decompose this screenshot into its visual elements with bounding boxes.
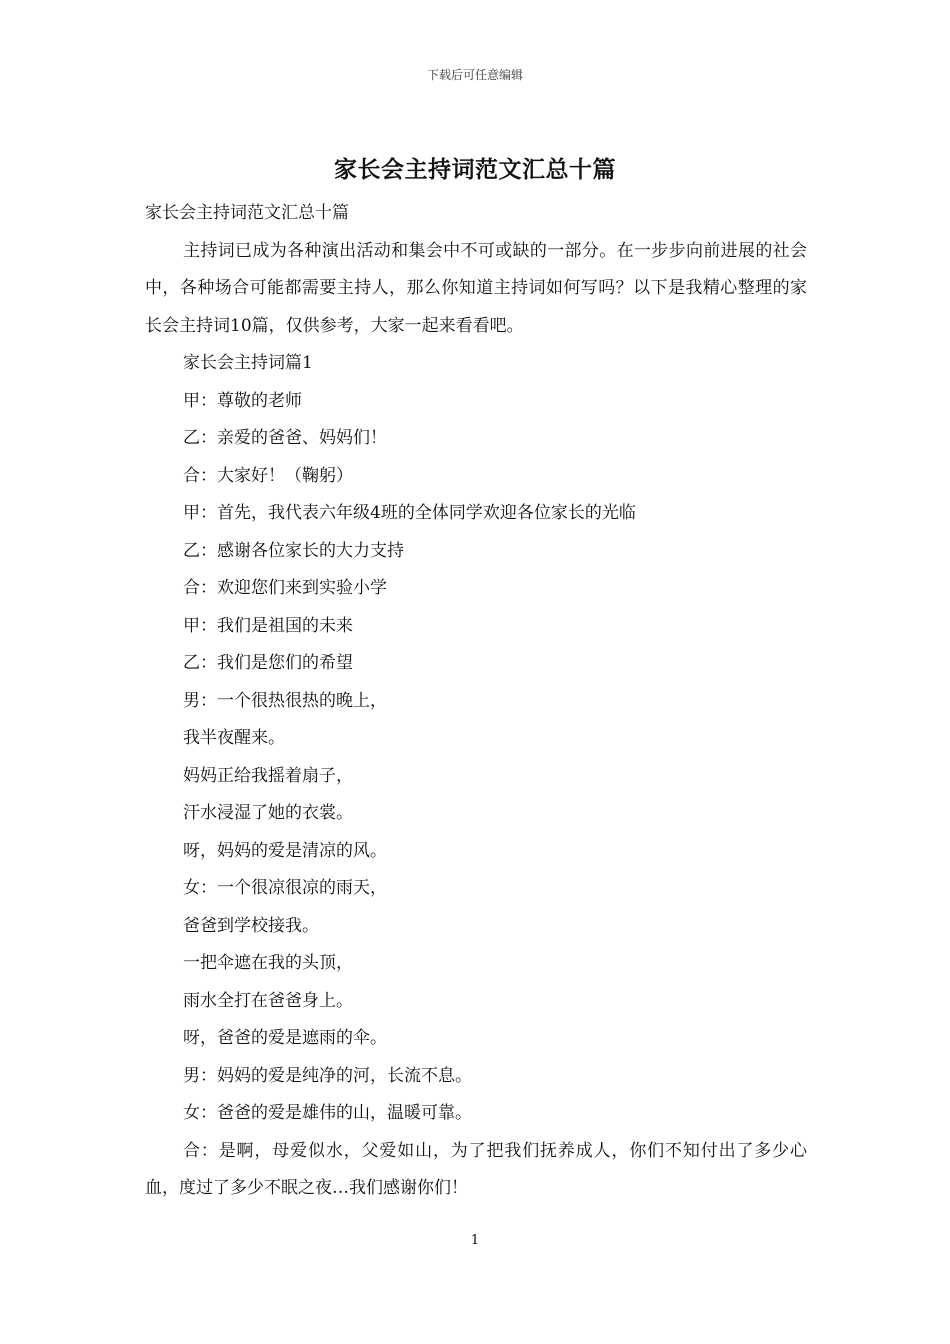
document-body (145, 195, 807, 1208)
paragraph-line: 乙：我们是您们的希望 (183, 653, 353, 673)
document-title: 家长会主持词范文汇总十篇 (334, 156, 616, 183)
paragraph-line: 甲：我们是祖国的未来 (183, 615, 353, 636)
paragraph-line: 汗水浸湿了她的衣裳。 (183, 803, 353, 823)
paragraph-line: 男：妈妈的爱是纯净的河，长流不息。 (183, 1065, 472, 1086)
paragraph-line: 女：一个很凉很凉的雨天， (183, 878, 387, 898)
paragraph-line: 乙：感谢各位家长的大力支持 (183, 540, 404, 561)
paragraph-line: 我半夜醒来。 (183, 728, 285, 748)
paragraph-line: 男：一个很热很热的晚上， (183, 690, 387, 711)
paragraph-line: 家长会主持词篇1 (183, 353, 313, 373)
paragraph-line: 甲：尊敬的老师 (183, 390, 302, 411)
paragraph-line: 妈妈正给我摇着扇子， (183, 765, 353, 786)
header-note: 下载后可任意编辑 (426, 68, 523, 82)
document-subtitle: 家长会主持词范文汇总十篇 (145, 203, 349, 223)
paragraph-line: 女：爸爸的爱是雄伟的山，温暖可靠。 (183, 1103, 472, 1123)
paragraph-line: 甲：首先，我代表六年级4班的全体同学欢迎各位家长的光临 (183, 503, 636, 523)
paragraph-line: 雨水全打在爸爸身上。 (183, 990, 353, 1011)
paragraph-line: 一把伞遮在我的头顶， (183, 953, 353, 973)
paragraph-line: 乙：亲爱的爸爸、妈妈们！ (183, 428, 387, 448)
paragraph-line: 合：大家好！（鞠躬） (183, 465, 353, 486)
intro-paragraph: 主持词已成为各种演出活动和集会中不可或缺的一部分。在一步步向前进展的社会中，各种场合可能都需要主持人，那么你知道主持词如何写吗？以下是我精心整理的家长会主持词10篇，仅供参考，大家一起来看看吧。 (145, 240, 807, 336)
paragraph-line: 呀，爸爸的爱是遮雨的伞。 (183, 1028, 387, 1048)
paragraph-line: 合：欢迎您们来到实验小学 (183, 578, 387, 598)
page-number: 1 (470, 1233, 480, 1248)
paragraph-line: 爸爸到学校接我。 (183, 915, 319, 936)
paragraph-line: 呀，妈妈的爱是清凉的风。 (183, 840, 387, 861)
closing-paragraph: 合：是啊，母爱似水，父爱如山，为了把我们抚养成人，你们不知付出了多少心血，度过了多少不眠之夜…我们感谢你们！ (145, 1140, 807, 1198)
